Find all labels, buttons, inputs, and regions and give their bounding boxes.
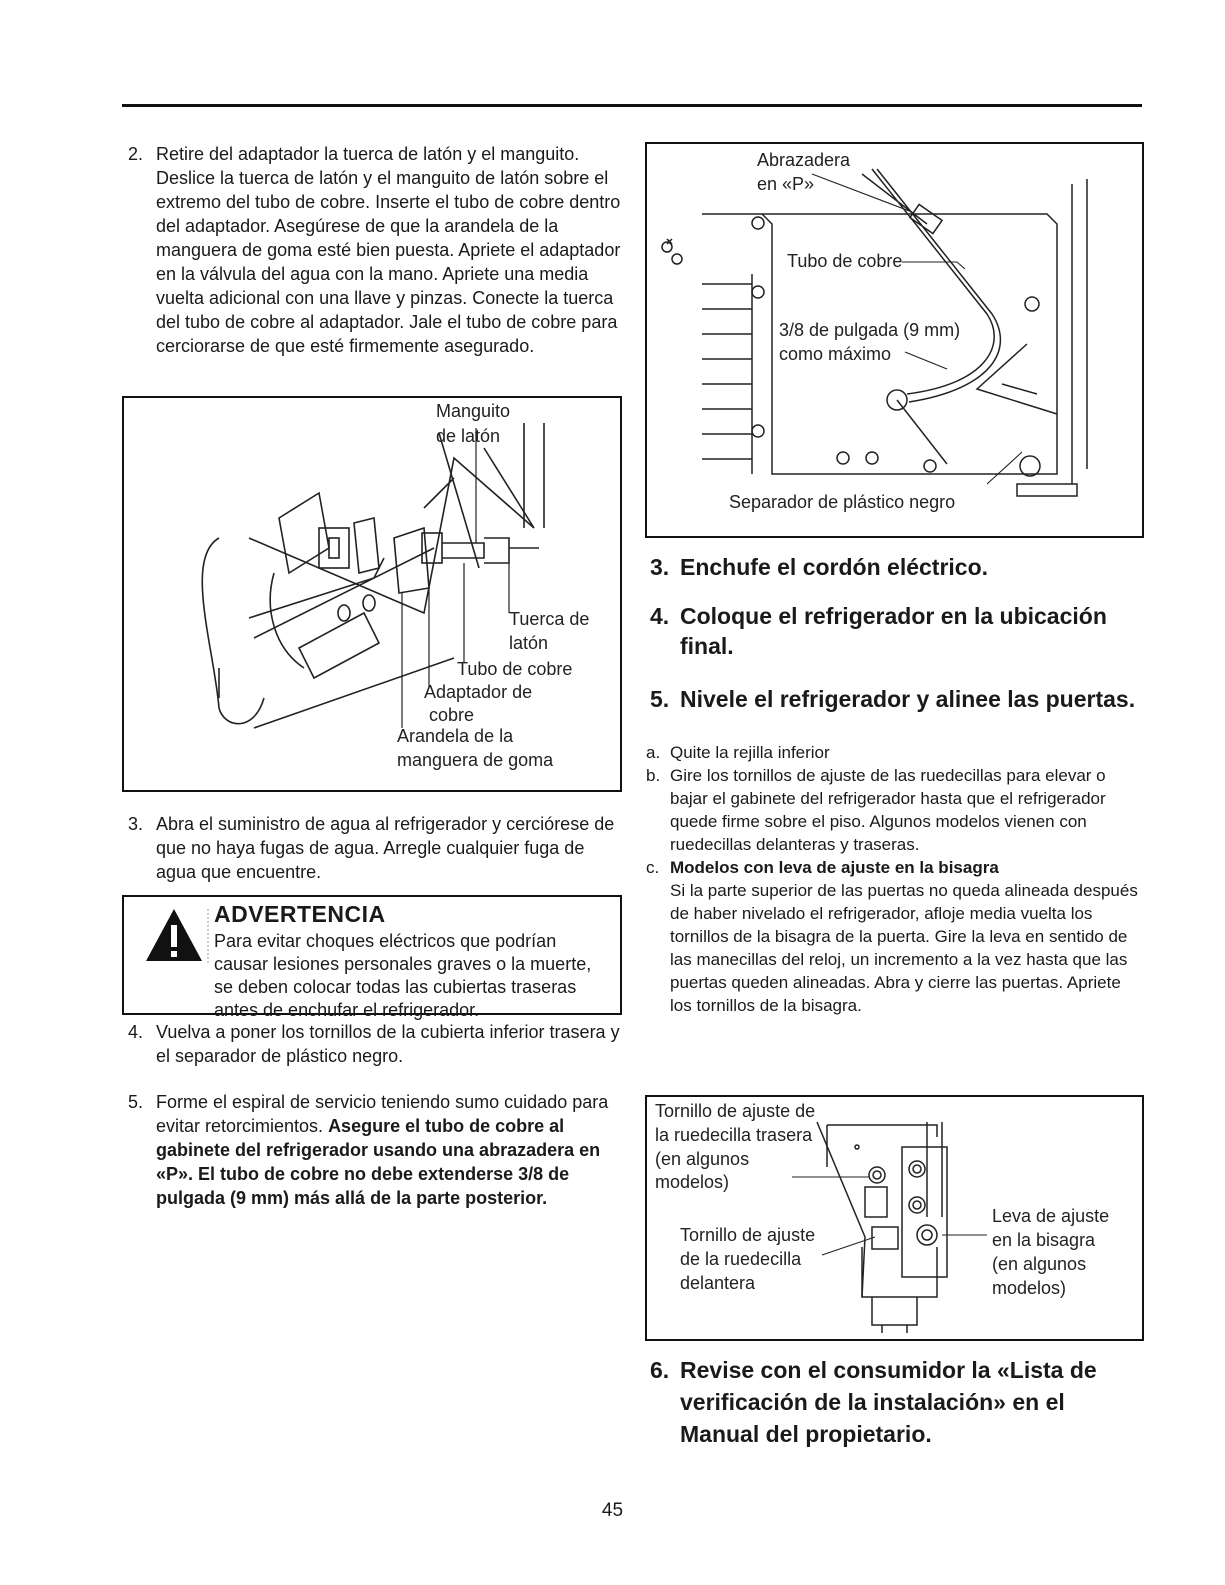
left-column-2 xyxy=(122,812,622,884)
label-delantera-1: Tornillo de ajuste xyxy=(680,1225,816,1245)
figure-hinge-cam xyxy=(645,1095,1144,1341)
heading-step-3: 3. Enchufe el cordón eléctrico. xyxy=(650,554,989,580)
label-delantera-2: de la ruedecilla xyxy=(680,1249,802,1269)
warning-text: Para evitar choques eléctricos que podrían causar lesiones personales graves o la muerte, se deben colocar todas las cubiertas traseras antes de enchufar el refrigerador. xyxy=(214,931,592,1020)
label-trasera-2: la ruedecilla trasera xyxy=(655,1125,813,1145)
label-tuerca-1: Tuerca de xyxy=(509,609,590,629)
substep-a: a. Quite la rejilla inferior xyxy=(646,743,830,762)
figure-p-clamp xyxy=(645,142,1144,538)
heading-step-4: 4. Coloque el refrigerador en la ubicación final. xyxy=(650,603,1107,659)
figure-brass-fitting xyxy=(122,396,622,792)
label-manguito-1: Manguito xyxy=(436,401,511,421)
label-adaptador-2: cobre xyxy=(429,705,475,725)
fitting-drawing xyxy=(124,398,620,790)
label-arandela-2: manguera de goma xyxy=(397,750,554,770)
label-leva-4: modelos) xyxy=(992,1278,1067,1298)
label-leva-1: Leva de ajuste xyxy=(992,1206,1110,1226)
label-pulgada-1: 3/8 de pulgada (9 mm) xyxy=(779,320,961,340)
label-separador: Separador de plástico negro xyxy=(729,492,956,512)
label-trasera-1: Tornillo de ajuste de xyxy=(655,1101,816,1121)
page-number: 45 xyxy=(601,1500,624,1521)
step-5: 5. Forme el espiral de servicio teniendo sumo cuidado para evitar retorcimientos. Asegure el tubo de cobre al gabinete del refrigerador usando una abrazadera en «P». El tubo de cobre no debe extenderse 3/8 de pulgada (9 mm) más allá de la parte posterior. xyxy=(128,1092,609,1208)
label-abrazadera-2: en «P» xyxy=(757,174,815,194)
step-5-bold-text: Asegure el tubo de cobre al gabinete del refrigerador usando una abrazadera en «P». El tubo de cobre no debe extenderse 3/8 de pulgada (9 mm) más allá de la parte posterior. xyxy=(156,1116,601,1208)
label-adaptador-1: Adaptador de xyxy=(424,682,533,702)
label-trasera-4: modelos) xyxy=(655,1172,730,1192)
substeps xyxy=(642,741,1147,1017)
substep-c: c. Modelos con leva de ajuste en la bisagra Si la parte superior de las puertas no queda alineada después de haber nivelado el refrigerador, afloje media vuelta los tornillos de la bisagra de la puerta. Gire la leva en sentido de las manecillas del reloj, un incremento a la vez hasta que las puertas queden alineadas. Abra y cierre las puertas. Apriete los tornillos de la bisagra. xyxy=(646,858,1138,1015)
left-column-3 xyxy=(122,1020,622,1210)
warning-box xyxy=(122,895,622,1020)
step-2: 2. Retire del adaptador la tuerca de latón y el manguito. Deslice la tuerca de latón y el manguito de latón sobre el extremo del tubo de cobre. Inserte el tubo de cobre dentro del adaptador. Asegúrese de que la arandela de la manguera de goma esté bien puesta. Apriete el adaptador en la válvula del agua con la mano. Apriete una media vuelta adicional con una llave y pinzas. Conecte la tuerca del tubo de cobre al adaptador. Jale el tubo de cobre para cerciorarse de que esté firmemente asegurado. xyxy=(128,144,621,356)
label-pulgada-2: como máximo xyxy=(779,344,892,364)
label-tubo-cobre: Tubo de cobre xyxy=(787,251,903,271)
step-5-text: Forme el espiral de servicio teniendo sumo cuidado para evitar retorcimientos. xyxy=(156,1092,609,1136)
label-tuerca-2: latón xyxy=(509,633,549,653)
warning-title: ADVERTENCIA xyxy=(214,901,386,927)
step-4-text: Vuelva a poner los tornillos de la cubierta inferior trasera y el separador de plástico negro. xyxy=(156,1022,620,1066)
label-trasera-3: (en algunos xyxy=(655,1149,750,1169)
left-column xyxy=(122,142,622,358)
step-3: 3. Abra el suministro de agua al refrigerador y cerciórese de que no haya fugas de agua. Arregle cualquier fuga de agua que encuentre. xyxy=(128,814,615,882)
substep-c-text: Si la parte superior de las puertas no queda alineada después de haber nivelado el refrigerador, afloje media vuelta los tornillos de la bisagra de la puerta. Gire la leva en sentido de las manecillas del reloj, un incremento a la vez hasta que las puertas queden alineadas. Abra y cierre las puertas. Apriete los tornillos de la bisagra. xyxy=(670,881,1138,1015)
substep-b: b. Gire los tornillos de ajuste de las ruedecillas para elevar o bajar el gabinete del refrigerador hasta que el refrigerador quede firme sobre el piso. Algunos modelos vienen con ruedecillas delanteras y traseras. xyxy=(646,766,1106,854)
label-delantera-3: delantera xyxy=(680,1273,756,1293)
label-leva-3: (en algunos xyxy=(992,1254,1087,1274)
substep-c-title: Modelos con leva de ajuste en la bisagra xyxy=(670,858,999,877)
heading-step-5: 5. Nivele el refrigerador y alinee las puertas. xyxy=(650,686,1136,712)
label-leva-2: en la bisagra xyxy=(992,1230,1096,1250)
warning-icon xyxy=(140,901,220,971)
heading-step-6: 6. Revise con el consumidor la «Lista de verificación de la instalación» en el Manual del propietario. xyxy=(650,1357,1097,1447)
step-3-text: Abra el suministro de agua al refrigerador y cerciórese de que no haya fugas de agua. Arregle cualquier fuga de agua que encuentre. xyxy=(156,814,615,882)
header-rule xyxy=(122,104,1142,107)
label-tubo: Tubo de cobre xyxy=(457,659,573,679)
step-4: 4. Vuelva a poner los tornillos de la cubierta inferior trasera y el separador de plástico negro. xyxy=(128,1022,620,1066)
label-abrazadera-1: Abrazadera xyxy=(757,150,851,170)
label-manguito-2: de latón xyxy=(436,426,501,446)
step-2-text: Retire del adaptador la tuerca de latón y el manguito. Deslice la tuerca de latón y el manguito de latón sobre el extremo del tubo de cobre. Inserte el tubo de cobre dentro del adaptador. Asegúrese de que la arandela de la manguera de goma esté bien puesta. Apriete el adaptador en la válvula del agua con la mano. Apriete una media vuelta adicional con una llave y pinzas. Conecte la tuerca del tubo de cobre al adaptador. Jale el tubo de cobre para cerciorarse de que esté firmemente asegurado. xyxy=(156,144,621,356)
label-arandela-1: Arandela de la xyxy=(397,726,514,746)
